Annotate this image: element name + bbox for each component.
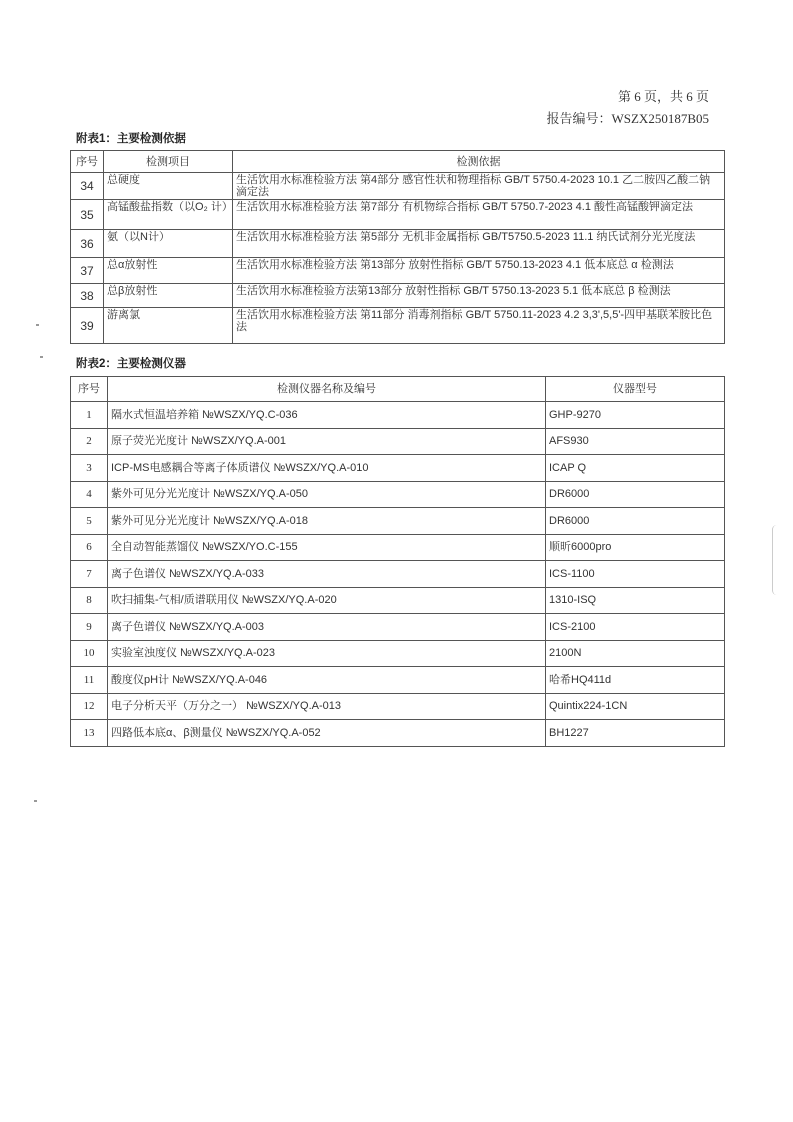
table1-caption: 附表1：主要检测依据 bbox=[76, 133, 186, 145]
instrument-model: AFS930 bbox=[546, 428, 725, 455]
row-number: 8 bbox=[71, 587, 108, 614]
table-row bbox=[71, 173, 725, 200]
table-row bbox=[71, 534, 725, 561]
row-number: 35 bbox=[71, 200, 104, 230]
instrument-model: ICS-1100 bbox=[546, 561, 725, 588]
table-row bbox=[71, 200, 725, 230]
table-row bbox=[71, 667, 725, 694]
column-header: 序号 bbox=[71, 377, 108, 402]
table-row bbox=[71, 508, 725, 535]
instrument-model: Quintix224-1CN bbox=[546, 693, 725, 720]
column-header: 序号 bbox=[71, 151, 104, 173]
row-number: 39 bbox=[71, 308, 104, 344]
test-item: 总β放射性 bbox=[104, 284, 233, 308]
scan-speck bbox=[34, 800, 37, 802]
column-header: 仪器型号 bbox=[546, 377, 725, 402]
test-basis: 生活饮用水标准检验方法 第4部分 感官性状和物理指标 GB/T 5750.4-2023 10.1 乙二胺四乙酸二钠滴定法 bbox=[233, 173, 725, 200]
row-number: 38 bbox=[71, 284, 104, 308]
row-number: 12 bbox=[71, 693, 108, 720]
instrument-model: 1310-ISQ bbox=[546, 587, 725, 614]
test-item: 高锰酸盐指数（以O₂ 计） bbox=[104, 200, 233, 230]
row-number: 3 bbox=[71, 455, 108, 482]
test-basis: 生活饮用水标准检验方法 第5部分 无机非金属指标 GB/T5750.5-2023 11.1 纳氏试剂分光光度法 bbox=[233, 230, 725, 258]
table-row bbox=[71, 640, 725, 667]
column-header: 检测依据 bbox=[233, 151, 725, 173]
instrument-name: 全自动智能蒸馏仪 №WSZX/YO.C-155 bbox=[108, 534, 546, 561]
table-row bbox=[71, 720, 725, 747]
instrument-name: 离子色谱仪 №WSZX/YQ.A-033 bbox=[108, 561, 546, 588]
test-basis: 生活饮用水标准检验方法 第11部分 消毒剂指标 GB/T 5750.11-2023 4.2 3,3',5,5'-四甲基联苯胺比色法 bbox=[233, 308, 725, 344]
instrument-model: 顺昕6000pro bbox=[546, 534, 725, 561]
row-number: 13 bbox=[71, 720, 108, 747]
table-row bbox=[71, 481, 725, 508]
row-number: 37 bbox=[71, 258, 104, 284]
instrument-name: 紫外可见分光光度计 №WSZX/YQ.A-018 bbox=[108, 508, 546, 535]
instrument-model: BH1227 bbox=[546, 720, 725, 747]
table-row bbox=[71, 455, 725, 482]
instrument-table bbox=[70, 376, 725, 747]
test-item: 氨（以N计） bbox=[104, 230, 233, 258]
test-basis-table bbox=[70, 150, 725, 344]
row-number: 34 bbox=[71, 173, 104, 200]
instrument-model: ICS-2100 bbox=[546, 614, 725, 641]
table2-caption: 附表2：主要检测仪器 bbox=[76, 358, 186, 370]
page-number: 第 6 页，共 6 页 bbox=[617, 89, 709, 104]
scan-speck bbox=[40, 356, 43, 358]
column-header: 检测项目 bbox=[104, 151, 233, 173]
row-number: 6 bbox=[71, 534, 108, 561]
test-item: 总α放射性 bbox=[104, 258, 233, 284]
row-number: 11 bbox=[71, 667, 108, 694]
scan-speck bbox=[36, 324, 39, 326]
row-number: 5 bbox=[71, 508, 108, 535]
test-item: 游离氯 bbox=[104, 308, 233, 344]
table-row bbox=[71, 428, 725, 455]
table-row bbox=[71, 561, 725, 588]
table-row bbox=[71, 284, 725, 308]
instrument-model: DR6000 bbox=[546, 508, 725, 535]
test-basis: 生活饮用水标准检验方法第13部分 放射性指标 GB/T 5750.13-2023 5.1 低本底总 β 检测法 bbox=[233, 284, 725, 308]
table-row bbox=[71, 258, 725, 284]
instrument-name: ICP-MS电感耦合等离子体质谱仪 №WSZX/YQ.A-010 bbox=[108, 455, 546, 482]
instrument-model: DR6000 bbox=[546, 481, 725, 508]
instrument-model: 2100N bbox=[546, 640, 725, 667]
instrument-name: 隔水式恒温培养箱 №WSZX/YQ.C-036 bbox=[108, 402, 546, 429]
table-row bbox=[71, 230, 725, 258]
report-number: 报告编号：WSZX250187B05 bbox=[546, 111, 709, 126]
instrument-name: 紫外可见分光光度计 №WSZX/YQ.A-050 bbox=[108, 481, 546, 508]
test-basis: 生活饮用水标准检验方法 第13部分 放射性指标 GB/T 5750.13-2023 4.1 低本底总 α 检测法 bbox=[233, 258, 725, 284]
instrument-model: 哈希HQ411d bbox=[546, 667, 725, 694]
instrument-model: GHP-9270 bbox=[546, 402, 725, 429]
table-row bbox=[71, 308, 725, 344]
table-row bbox=[71, 402, 725, 429]
instrument-model: ICAP Q bbox=[546, 455, 725, 482]
row-number: 7 bbox=[71, 561, 108, 588]
row-number: 36 bbox=[71, 230, 104, 258]
instrument-name: 吹扫捕集-气相/质谱联用仪 №WSZX/YQ.A-020 bbox=[108, 587, 546, 614]
row-number: 9 bbox=[71, 614, 108, 641]
column-header: 检测仪器名称及编号 bbox=[108, 377, 546, 402]
test-basis: 生活饮用水标准检验方法 第7部分 有机物综合指标 GB/T 5750.7-2023 4.1 酸性高锰酸钾滴定法 bbox=[233, 200, 725, 230]
instrument-name: 酸度仪pH计 №WSZX/YQ.A-046 bbox=[108, 667, 546, 694]
test-item: 总硬度 bbox=[104, 173, 233, 200]
instrument-name: 原子荧光光度计 №WSZX/YQ.A-001 bbox=[108, 428, 546, 455]
instrument-name: 离子色谱仪 №WSZX/YQ.A-003 bbox=[108, 614, 546, 641]
table-row bbox=[71, 614, 725, 641]
instrument-name: 实验室浊度仪 №WSZX/YQ.A-023 bbox=[108, 640, 546, 667]
row-number: 4 bbox=[71, 481, 108, 508]
instrument-name: 四路低本底α、β测量仪 №WSZX/YQ.A-052 bbox=[108, 720, 546, 747]
row-number: 1 bbox=[71, 402, 108, 429]
table-row bbox=[71, 693, 725, 720]
binding-mark bbox=[772, 525, 781, 595]
instrument-name: 电子分析天平（万分之一） №WSZX/YQ.A-013 bbox=[108, 693, 546, 720]
row-number: 10 bbox=[71, 640, 108, 667]
table-row bbox=[71, 587, 725, 614]
row-number: 2 bbox=[71, 428, 108, 455]
